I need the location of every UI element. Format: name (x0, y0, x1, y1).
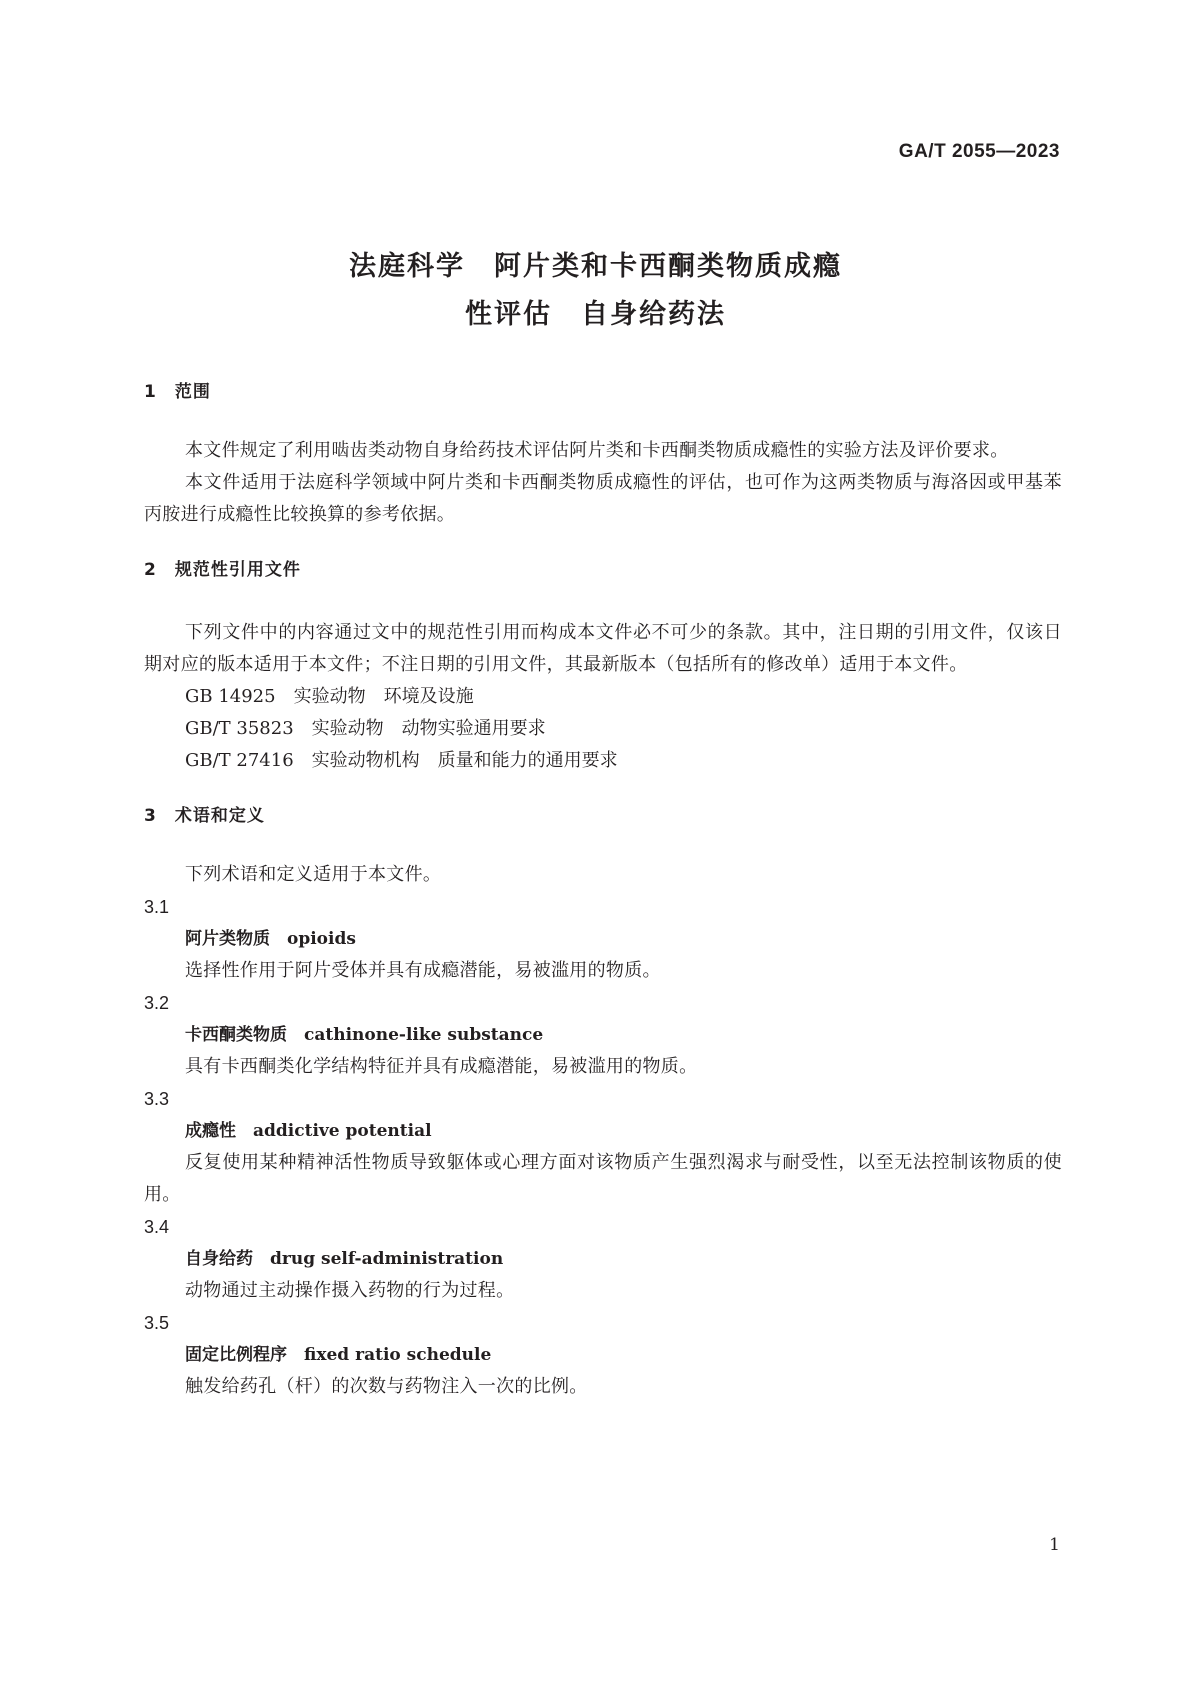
term-name (144, 1339, 1062, 1371)
term-name-en: opioids (287, 929, 356, 949)
term-name-zh: 成瘾性 (185, 1121, 236, 1141)
reference-item: GB 14925 实验动物 环境及设施 (185, 686, 474, 707)
term-number: 3.2 (144, 993, 170, 1013)
term-definition: 触发给药孔（杆）的次数与药物注入一次的比例。 (185, 1376, 588, 1397)
scope-paragraph: 本文件适用于法庭科学领域中阿片类和卡西酮类物质成瘾性的评估，也可作为这两类物质与海洛因或甲基苯丙胺进行成瘾性比较换算的参考依据。 (144, 472, 1062, 525)
page-number: 1 (1049, 1535, 1060, 1555)
term-number: 3.3 (144, 1089, 170, 1109)
term-definition: 具有卡西酮类化学结构特征并具有成瘾潜能，易被滥用的物质。 (185, 1056, 698, 1077)
term-number: 3.4 (144, 1217, 170, 1237)
section-heading-scope: 1 范围 (144, 382, 211, 402)
document-body (144, 380, 1062, 1403)
term-name-en: drug self-administration (270, 1249, 504, 1269)
term-name-en: addictive potential (253, 1121, 432, 1141)
terms-intro: 下列术语和定义适用于本文件。 (185, 864, 442, 885)
term-definition: 选择性作用于阿片受体并具有成瘾潜能，易被滥用的物质。 (185, 960, 661, 981)
standard-code: GA/T 2055—2023 (898, 141, 1060, 162)
term-name (144, 1115, 1062, 1147)
references-paragraph: 下列文件中的内容通过文中的规范性引用而构成本文件必不可少的条款。其中，注日期的引用文件，仅该日期对应的版本适用于本文件；不注日期的引用文件，其最新版本（包括所有的修改单）适用于本文件。 (144, 622, 1062, 675)
section-heading-terms: 3 术语和定义 (144, 806, 265, 826)
term-entry (144, 1211, 1062, 1307)
term-name-en: fixed ratio schedule (304, 1345, 492, 1365)
term-entry (144, 1307, 1062, 1403)
term-name-zh: 固定比例程序 (185, 1345, 287, 1365)
title-line-2: 性评估 自身给药法 (465, 299, 726, 330)
term-name-zh: 阿片类物质 (185, 929, 270, 949)
term-definition: 动物通过主动操作摄入药物的行为过程。 (185, 1280, 515, 1301)
term-entry (144, 1083, 1062, 1211)
term-name (144, 1243, 1062, 1275)
term-name (144, 1019, 1062, 1051)
scope-paragraph: 本文件规定了利用啮齿类动物自身给药技术评估阿片类和卡西酮类物质成瘾性的实验方法及评价要求。 (185, 440, 1009, 461)
term-number: 3.5 (144, 1313, 170, 1333)
term-name-zh: 卡西酮类物质 (185, 1025, 287, 1045)
document-title (0, 243, 1191, 339)
title-line-1: 法庭科学 阿片类和卡西酮类物质成瘾 (349, 251, 842, 282)
term-name (144, 923, 1062, 955)
reference-item: GB/T 35823 实验动物 动物实验通用要求 (185, 718, 546, 739)
term-name-en: cathinone-like substance (304, 1025, 544, 1045)
term-entry (144, 891, 1062, 987)
term-entry (144, 987, 1062, 1083)
term-number: 3.1 (144, 897, 170, 917)
section-heading-normative-references: 2 规范性引用文件 (144, 560, 301, 580)
reference-item: GB/T 27416 实验动物机构 质量和能力的通用要求 (185, 750, 618, 771)
term-definition: 反复使用某种精神活性物质导致躯体或心理方面对该物质产生强烈渴求与耐受性，以至无法控制该物质的使用。 (144, 1152, 1062, 1205)
term-name-zh: 自身给药 (185, 1249, 253, 1269)
